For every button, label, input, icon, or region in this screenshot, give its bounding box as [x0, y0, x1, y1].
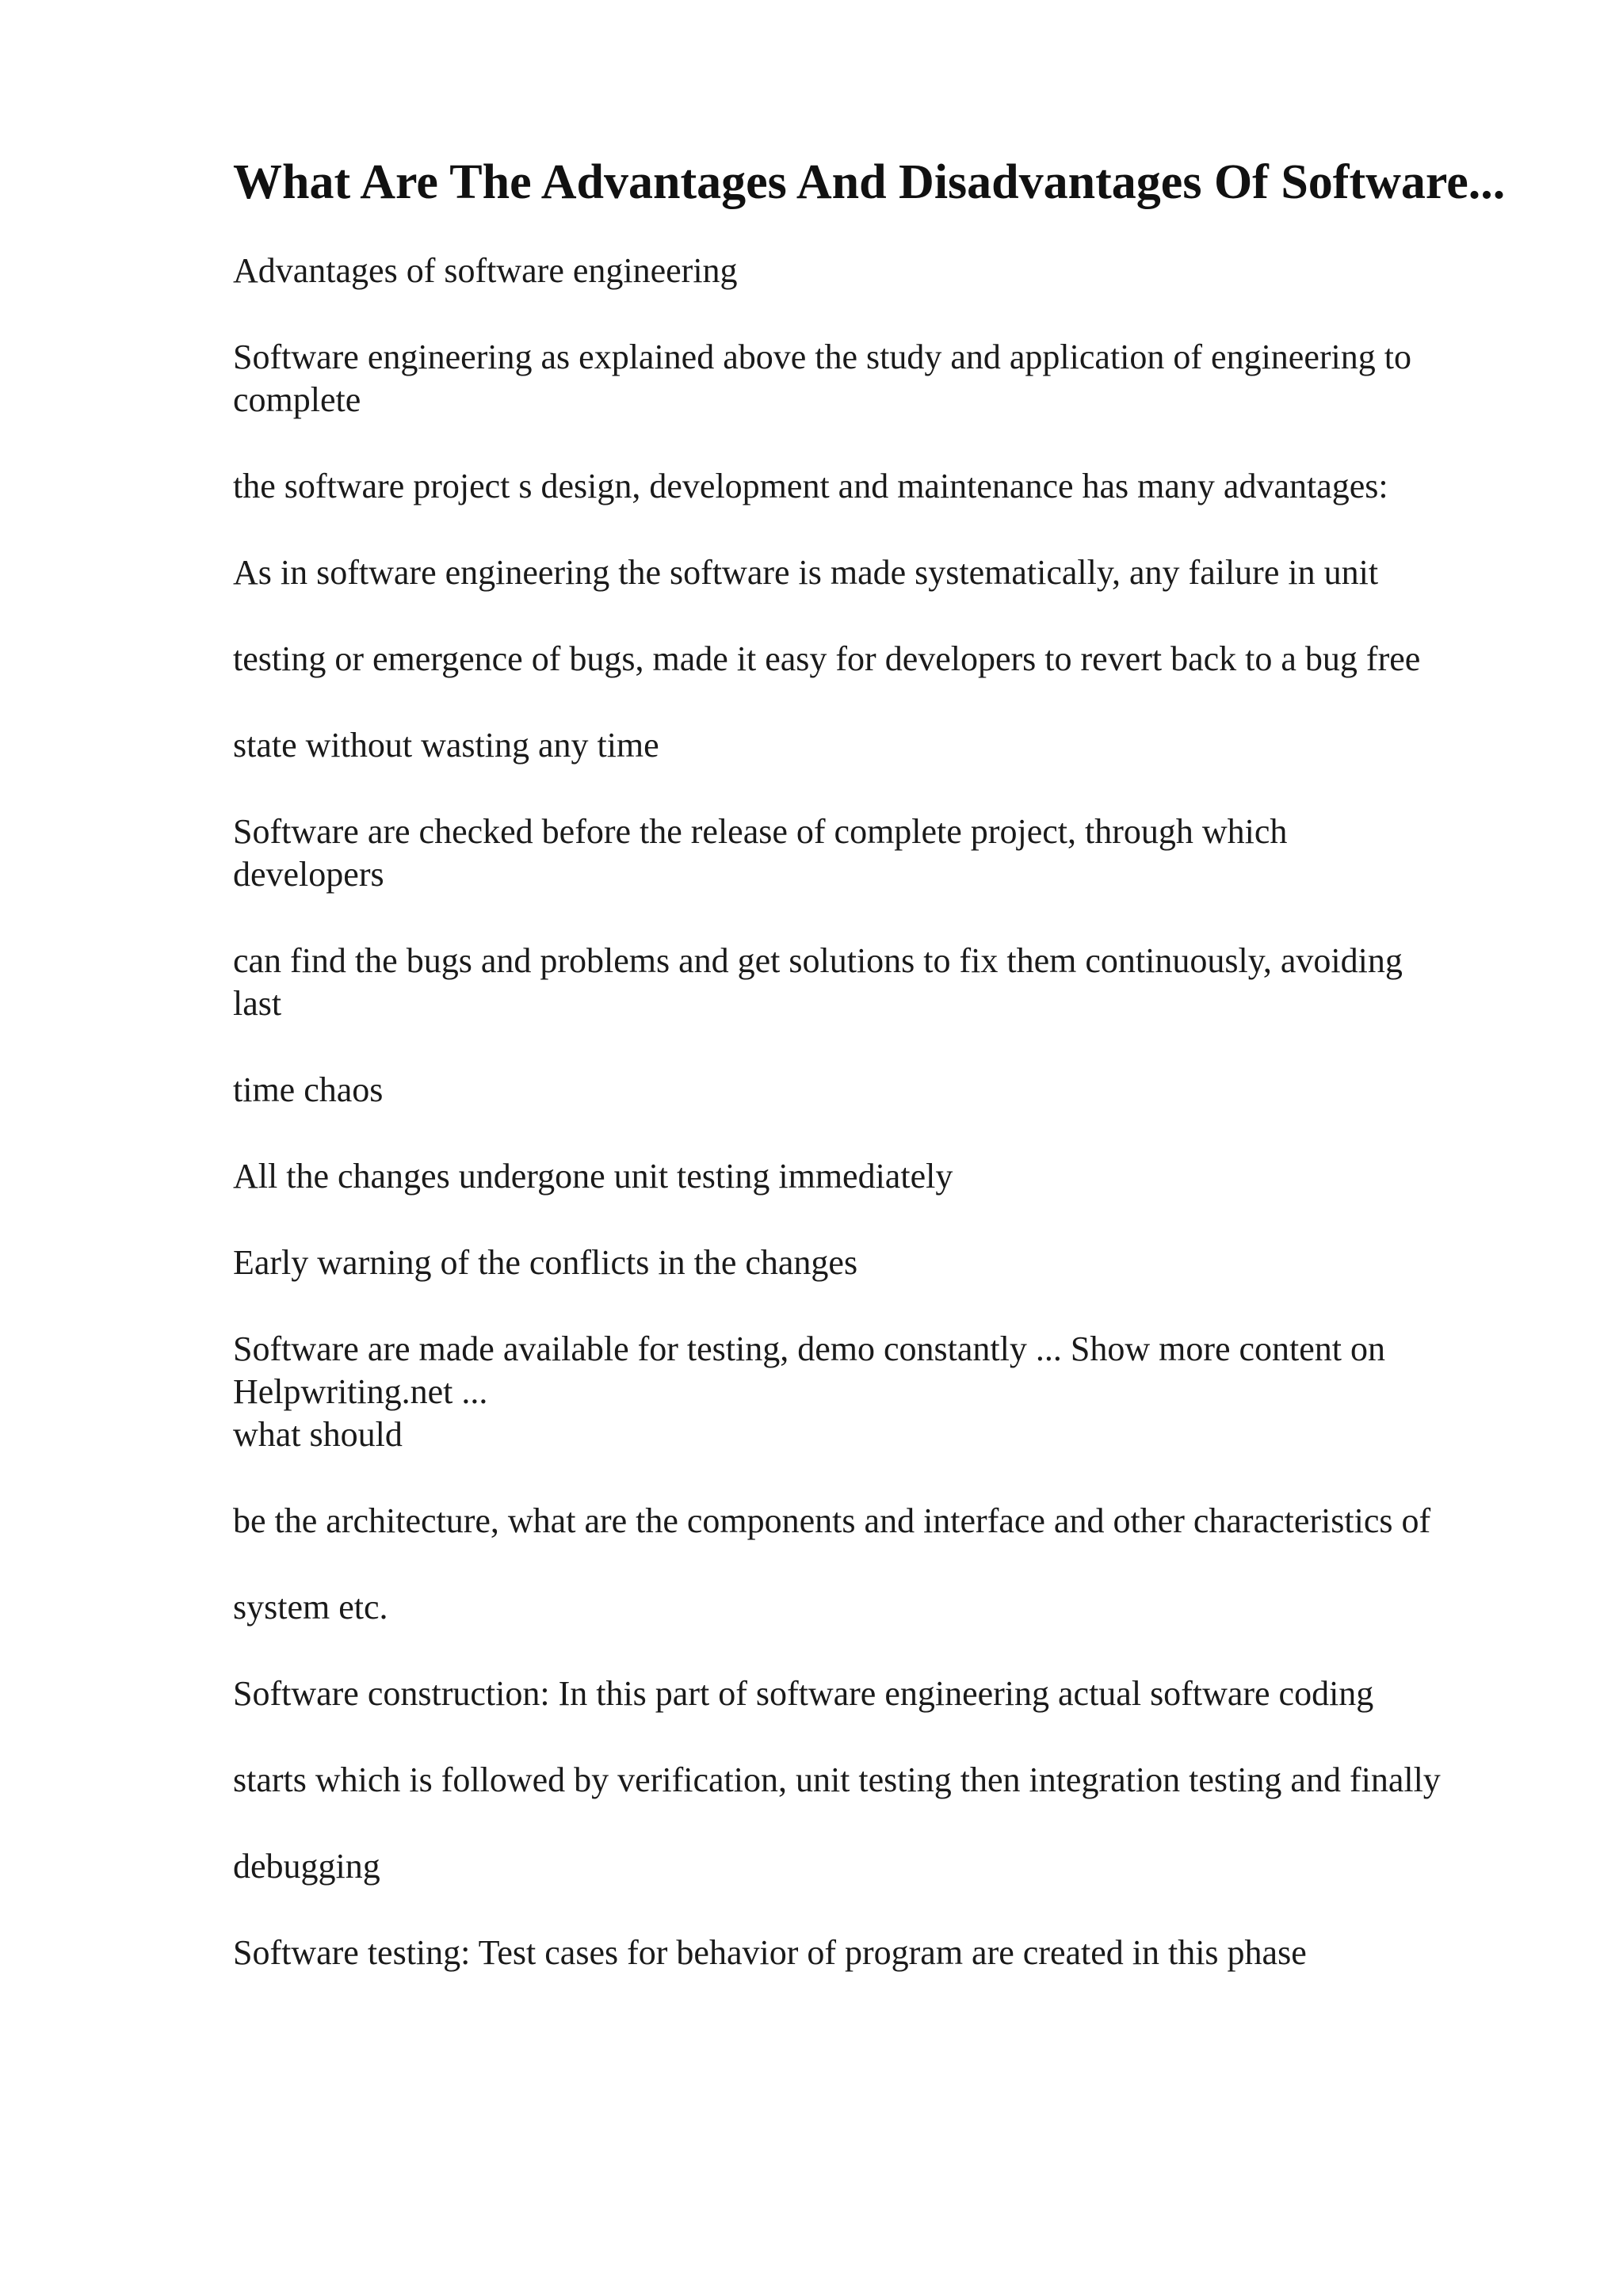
text-line: testing or emergence of bugs, made it easy for developers to revert back to a bug free: [233, 639, 1421, 678]
text-line: complete: [233, 380, 361, 419]
text-line: Advantages of software engineering: [233, 251, 738, 290]
text-line: state without wasting any time: [233, 726, 659, 765]
text-line: All the changes undergone unit testing immediately: [233, 1157, 953, 1196]
text-line: time chaos: [233, 1070, 384, 1109]
text-line: be the architecture, what are the components and interface and other characteristics of: [233, 1501, 1431, 1540]
text-line: can find the bugs and problems and get solutions to fix them continuously, avoiding: [233, 941, 1403, 980]
text-line: Software testing: Test cases for behavior of program are created in this phase: [233, 1933, 1307, 1972]
text-line: Software construction: In this part of software engineering actual software coding: [233, 1674, 1374, 1713]
text-line: developers: [233, 855, 384, 894]
text-line: As in software engineering the software is made systematically, any failure in unit: [233, 553, 1379, 592]
text-line: the software project s design, development and maintenance has many advantages:: [233, 467, 1388, 505]
text-line: Software are checked before the release of complete project, through which: [233, 812, 1288, 851]
text-line: Early warning of the conflicts in the changes: [233, 1243, 858, 1282]
text-line: Helpwriting.net ...: [233, 1372, 488, 1411]
text-line: Software engineering as explained above the study and application of engineering to: [233, 338, 1411, 376]
text-line: what should: [233, 1415, 403, 1454]
document-title: What Are The Advantages And Disadvantages Of Software...: [233, 155, 1506, 209]
text-line: system etc.: [233, 1588, 388, 1627]
text-line: starts which is followed by verification, unit testing then integration testing and finally: [233, 1760, 1441, 1799]
text-line: last: [233, 984, 282, 1023]
text-line: Software are made available for testing, demo constantly ... Show more content on: [233, 1329, 1386, 1368]
text-line: debugging: [233, 1847, 380, 1886]
